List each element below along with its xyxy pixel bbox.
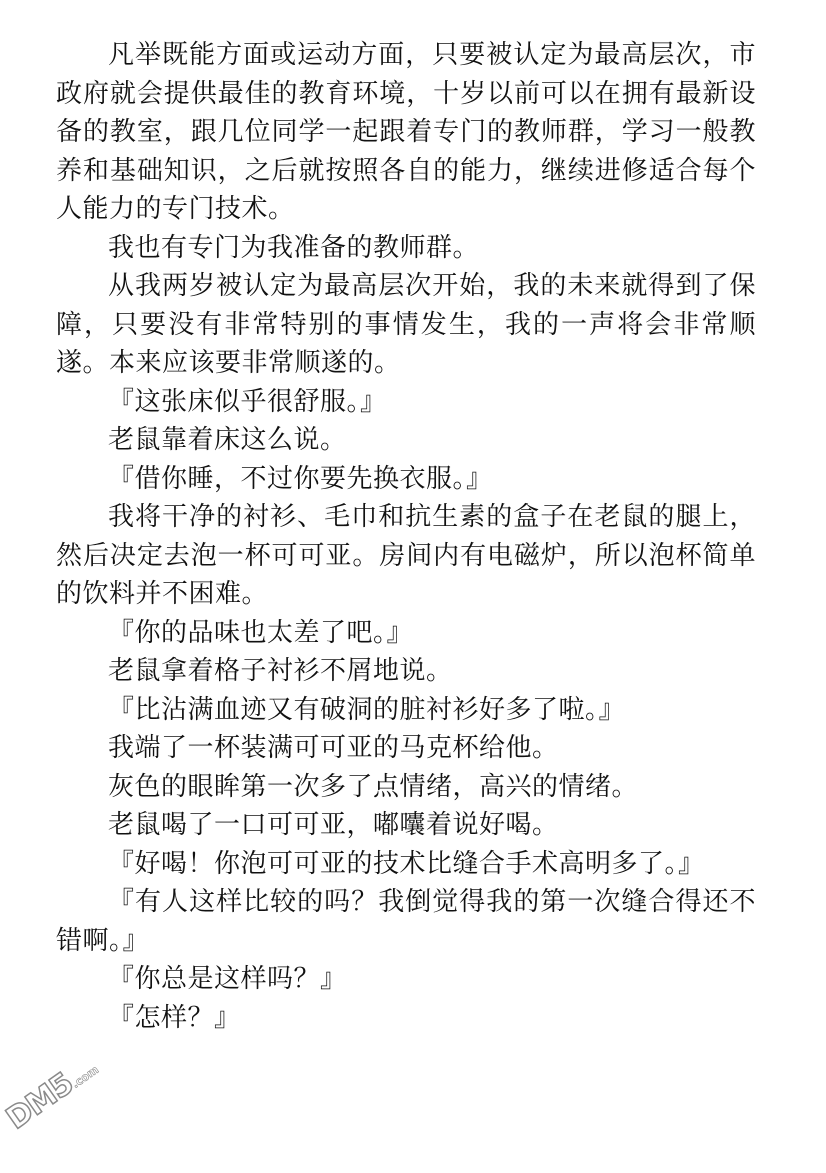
dialogue-line: 『好喝！你泡可可亚的技术比缝合手术高明多了。』 xyxy=(108,848,705,879)
dialogue-line: 『借你睡，不过你要先换衣服。』 xyxy=(108,463,493,494)
dialogue-line: 『比沾满血迹又有破洞的脏衬衫好多了啦。』 xyxy=(108,694,626,725)
paragraph: 灰色的眼眸第一次多了点情绪，高兴的情绪。 xyxy=(108,771,639,802)
dialogue-line: 『有人这样比较的吗？我倒觉得我的第一次缝合得还不错啊。』 xyxy=(56,887,756,956)
paragraph: 老鼠拿着格子衬衫不屑地说。 xyxy=(108,656,453,686)
dialogue-line: 『怎样？』 xyxy=(108,1002,241,1033)
document-page xyxy=(56,36,756,1037)
paragraph: 我也有专门为我准备的教师群。 xyxy=(108,232,480,263)
paragraph: 我端了一杯装满可可亚的马克杯给他。 xyxy=(108,733,559,763)
paragraph: 我将干净的衬衫、毛巾和抗生素的盒子在老鼠的腿上，然后决定去泡一杯可可亚。房间内有电磁炉，所以泡杯简单的饮料并不困难。 xyxy=(56,502,756,609)
dialogue-line: 『你总是这样吗？』 xyxy=(108,964,347,994)
paragraph: 老鼠靠着床这么说。 xyxy=(108,425,347,455)
dialogue-line: 『你的品味也太差了吧。』 xyxy=(108,617,414,648)
watermark-logo xyxy=(0,1051,128,1173)
dialogue-line: 『这张床似乎很舒服。』 xyxy=(108,386,387,417)
paragraph: 凡举既能方面或运动方面，只要被认定为最高层次，市政府就会提供最佳的教育环境，十岁以前可以在拥有最新设备的教室，跟几位同学一起跟着专门的教师群，学习一般教养和基础知识，之后就按照各自的能力，继续进修适合每个人能力的专门技术。 xyxy=(56,40,756,224)
watermark-main: DM5 xyxy=(0,1066,80,1137)
paragraph: 老鼠喝了一口可可亚，嘟囔着说好喝。 xyxy=(108,810,559,840)
paragraph: 从我两岁被认定为最高层次开始，我的未来就得到了保障，只要没有非常特别的事情发生，我的一声将会非常顺遂。本来应该要非常顺遂的。 xyxy=(56,271,756,378)
watermark-suffix: .com xyxy=(69,1063,102,1091)
